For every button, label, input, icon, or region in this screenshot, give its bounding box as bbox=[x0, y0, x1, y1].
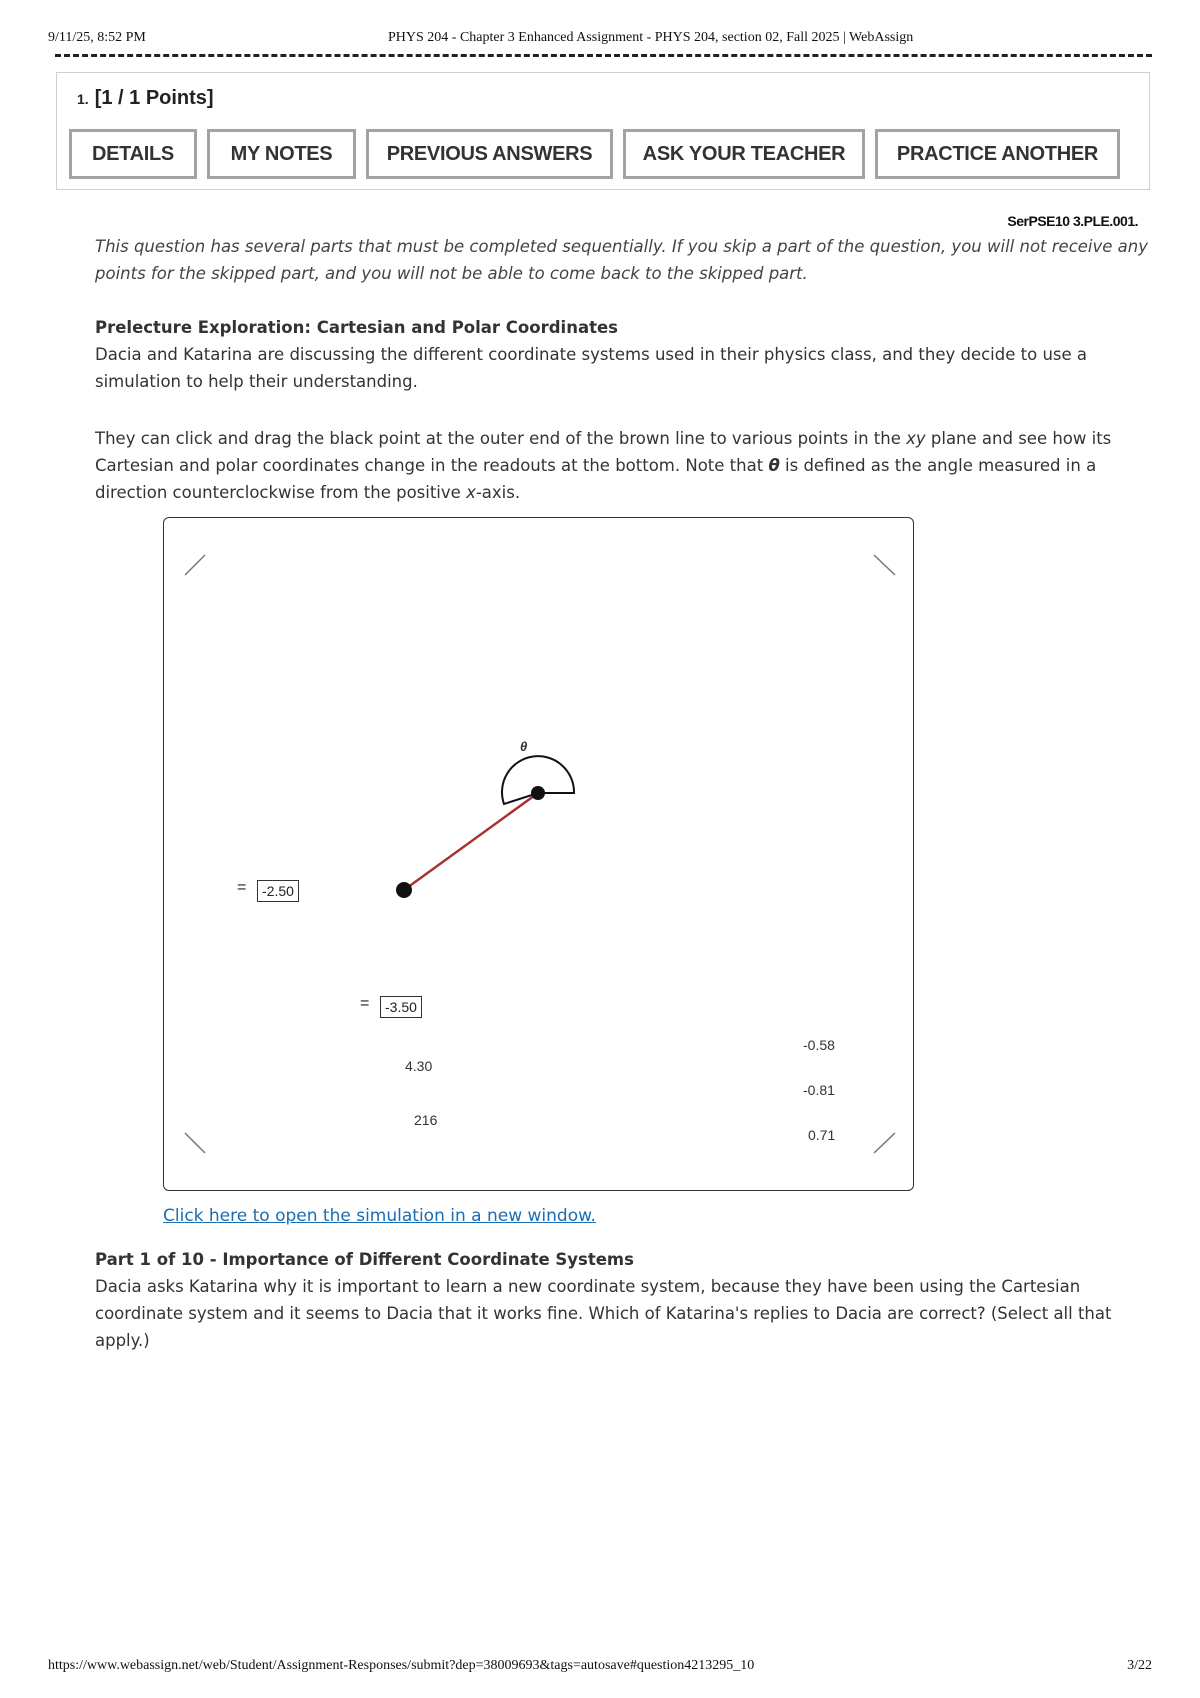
instructions-text: They can click and drag the black point at the outer end of the brown line to various points in the bbox=[95, 429, 907, 448]
resize-corner-icon[interactable] bbox=[185, 555, 205, 575]
print-footer bbox=[48, 1658, 1152, 1678]
equals-sign: = bbox=[360, 995, 370, 1012]
divider bbox=[55, 54, 1152, 57]
readout-c: 0.71 bbox=[808, 1127, 836, 1143]
print-page-title: PHYS 204 - Chapter 3 Enhanced Assignment - PHYS 204, section 02, Fall 2025 | WebAssign bbox=[388, 30, 914, 45]
print-datetime: 9/11/25, 8:52 PM bbox=[48, 30, 146, 45]
page-number: 3/22 bbox=[1127, 1658, 1152, 1673]
question-code: SerPSE10 3.PLE.001. bbox=[1007, 213, 1138, 229]
my-notes-button[interactable]: MY NOTES bbox=[207, 129, 356, 179]
instructions-text: plane and see how its Cartesian and polar coordinates change in the readouts at the bottom. Note that bbox=[95, 429, 1112, 475]
readout-b: -0.81 bbox=[803, 1082, 835, 1098]
details-button[interactable]: DETAILS bbox=[69, 129, 197, 179]
print-header bbox=[48, 30, 1152, 50]
page-url: https://www.webassign.net/web/Student/Assignment-Responses/submit?dep=38009693&tags=autosave#question4213295_10 bbox=[48, 1658, 755, 1673]
position-vector-line bbox=[404, 793, 538, 890]
theta-readout: 216 bbox=[414, 1112, 438, 1128]
previous-answers-button[interactable]: PREVIOUS ANSWERS bbox=[366, 129, 613, 179]
ask-your-teacher-button[interactable]: ASK YOUR TEACHER bbox=[623, 129, 865, 179]
question-points bbox=[77, 87, 214, 110]
section-body: Dacia and Katarina are discussing the different coordinate systems used in their physics class, and they decide to use a simulation to help their understanding. bbox=[95, 345, 1088, 391]
instructions-text: -axis. bbox=[475, 483, 521, 502]
resize-corner-icon[interactable] bbox=[874, 1133, 895, 1153]
section-exploration bbox=[95, 314, 1155, 395]
points-label: [1 / 1 Points] bbox=[94, 87, 214, 109]
question-number: 1. bbox=[77, 91, 89, 107]
practice-another-button[interactable]: PRACTICE ANOTHER bbox=[875, 129, 1120, 179]
drag-point[interactable] bbox=[396, 882, 412, 898]
theta-label: θ bbox=[520, 739, 528, 754]
intro-text: This question has several parts that must be completed sequentially. If you skip a part of the question, you will not receive any points for the skipped part, and you will not be able to come back to the skipped part. bbox=[95, 237, 1148, 283]
part-body: Dacia asks Katarina why it is important to learn a new coordinate system, because they have been using the Cartesian coordinate system and it seems to Dacia that it works fine. Which of Katarina's replies to Dacia are correct? (Select all that apply.) bbox=[95, 1277, 1112, 1350]
x-value-box: -2.50 bbox=[257, 880, 299, 902]
xy-symbol: xy bbox=[906, 429, 926, 448]
y-value-box: -3.50 bbox=[380, 996, 422, 1018]
instructions-text: is defined as the angle measured in a direction counterclockwise from the positive bbox=[95, 456, 1097, 502]
question-header-box bbox=[56, 72, 1150, 190]
part-heading: Part 1 of 10 - Importance of Different Coordinate Systems bbox=[95, 1250, 634, 1269]
x-symbol: x bbox=[466, 483, 476, 502]
section-instructions bbox=[95, 425, 1155, 506]
readout-a: -0.58 bbox=[803, 1037, 835, 1053]
theta-symbol: θ bbox=[768, 456, 780, 475]
resize-corner-icon[interactable] bbox=[874, 555, 895, 575]
open-simulation-link[interactable]: Click here to open the simulation in a new window. bbox=[163, 1206, 596, 1226]
section-heading: Prelecture Exploration: Cartesian and Polar Coordinates bbox=[95, 318, 618, 337]
resize-corner-icon[interactable] bbox=[185, 1133, 205, 1153]
r-readout: 4.30 bbox=[405, 1058, 433, 1074]
origin-point bbox=[531, 786, 545, 800]
simulation-panel[interactable] bbox=[163, 517, 914, 1191]
section-part1 bbox=[95, 1246, 1155, 1354]
equals-sign: = bbox=[237, 879, 247, 896]
